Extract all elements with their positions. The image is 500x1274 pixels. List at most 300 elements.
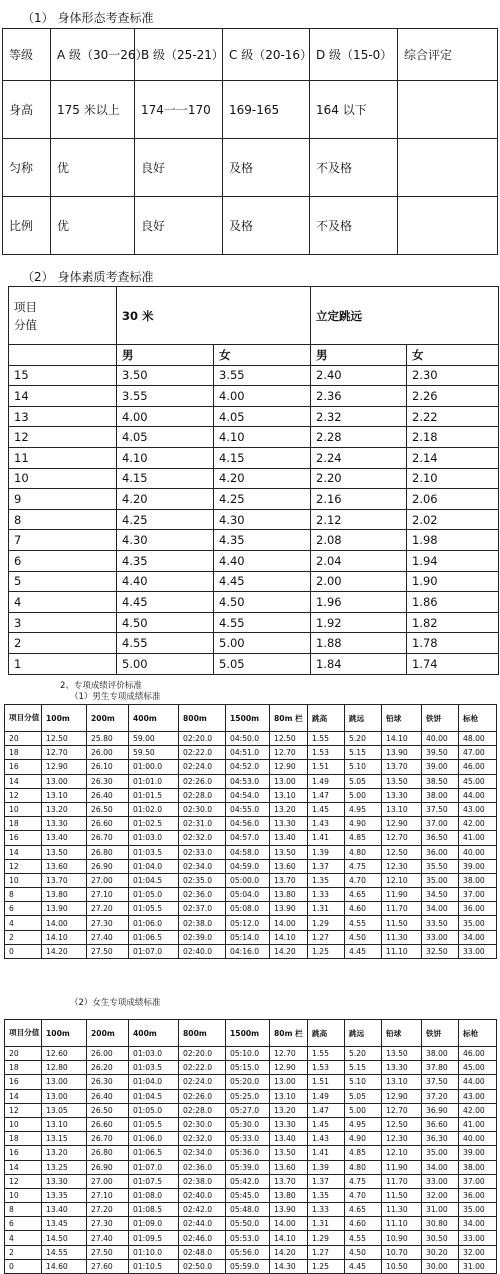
table-cell: 26.40 bbox=[87, 788, 129, 802]
table-cell: 1.35 bbox=[308, 873, 345, 887]
table-cell: 38.50 bbox=[422, 774, 459, 788]
table-cell: 8 bbox=[5, 888, 42, 902]
table-cell: 13.40 bbox=[270, 1132, 308, 1146]
table-cell: 27.50 bbox=[87, 1245, 129, 1259]
male-label: 男 bbox=[311, 345, 407, 366]
table-cell: 12.30 bbox=[382, 1132, 422, 1146]
table-cell: 4.55 bbox=[345, 1231, 382, 1245]
table-cell: 良好 bbox=[135, 139, 223, 197]
table-cell: 11.50 bbox=[382, 1188, 422, 1202]
table-cell: 12.80 bbox=[42, 1061, 87, 1075]
table-cell: 5.05 bbox=[345, 774, 382, 788]
table-cell: 04:51.0 bbox=[226, 746, 270, 760]
table-cell: 02:31.0 bbox=[179, 817, 226, 831]
event-30m-header: 30 米 bbox=[117, 287, 311, 345]
table-cell: 33.00 bbox=[422, 930, 459, 944]
header-cell: 铁饼 bbox=[422, 705, 459, 732]
table-cell: 2.26 bbox=[407, 386, 499, 407]
table-cell: 4.40 bbox=[117, 571, 214, 592]
table-cell: 4.00 bbox=[214, 386, 311, 407]
table-cell: 05:15.0 bbox=[226, 1061, 270, 1075]
table-cell bbox=[398, 197, 498, 255]
table-cell: 30.00 bbox=[422, 1259, 459, 1273]
table-cell: 35.50 bbox=[422, 859, 459, 873]
table-row bbox=[9, 550, 499, 571]
header-cell: 100m bbox=[42, 705, 87, 732]
table-cell: 43.00 bbox=[459, 802, 497, 816]
table-row bbox=[5, 1188, 497, 1202]
table-cell: 4.70 bbox=[345, 873, 382, 887]
table-body bbox=[5, 1047, 497, 1274]
header-cell: 铅球 bbox=[382, 705, 422, 732]
table-cell: 1.55 bbox=[308, 732, 345, 746]
table-row bbox=[5, 1203, 497, 1217]
table-cell: 45.00 bbox=[459, 774, 497, 788]
table-cell: 27.20 bbox=[87, 902, 129, 916]
table-cell: 12.50 bbox=[382, 845, 422, 859]
table-cell bbox=[9, 345, 117, 366]
table-cell: 02:28.0 bbox=[179, 788, 226, 802]
table-cell: 05:56.0 bbox=[226, 1245, 270, 1259]
table-cell: 12.10 bbox=[382, 1146, 422, 1160]
male-label: 男 bbox=[117, 345, 214, 366]
table-cell: 01:02.0 bbox=[129, 802, 179, 816]
table-cell: 18 bbox=[5, 1132, 42, 1146]
table-cell: 45.00 bbox=[459, 1061, 497, 1075]
table-cell: 26.80 bbox=[87, 845, 129, 859]
table-cell: 26.50 bbox=[87, 1103, 129, 1117]
table-cell: 1.37 bbox=[308, 1174, 345, 1188]
table-cell: 1.43 bbox=[308, 817, 345, 831]
table-cell: 01:04.5 bbox=[129, 873, 179, 887]
table-cell: 5.20 bbox=[345, 1047, 382, 1061]
table-cell: 02:36.0 bbox=[179, 1160, 226, 1174]
table-cell: 4.45 bbox=[345, 1259, 382, 1273]
table-cell: 164 以下 bbox=[310, 81, 398, 139]
table-cell: 13.20 bbox=[270, 802, 308, 816]
header-cell: 1500m bbox=[226, 1020, 270, 1047]
table-cell: 27.30 bbox=[87, 1217, 129, 1231]
table-cell: 13.30 bbox=[270, 817, 308, 831]
table-cell: 13.70 bbox=[42, 873, 87, 887]
section3-title: 2、专项成绩评价标准 bbox=[60, 681, 142, 691]
table-cell: 41.00 bbox=[459, 1117, 497, 1131]
table-cell: 13.50 bbox=[270, 1146, 308, 1160]
table-cell: 20 bbox=[5, 1047, 42, 1061]
table-cell: 34.00 bbox=[459, 930, 497, 944]
table-cell: 1.51 bbox=[308, 1075, 345, 1089]
table-cell: 44.00 bbox=[459, 1075, 497, 1089]
table-cell: 05:10.0 bbox=[226, 1047, 270, 1061]
table-cell: 13.30 bbox=[42, 817, 87, 831]
table-cell: 26.80 bbox=[87, 1146, 129, 1160]
table-cell: 13.90 bbox=[42, 902, 87, 916]
table-cell: 2.00 bbox=[311, 571, 407, 592]
table-cell: 31.00 bbox=[422, 1203, 459, 1217]
table-cell: 01:05.5 bbox=[129, 1117, 179, 1131]
table-cell: 4.50 bbox=[214, 592, 311, 613]
table-cell: 02:37.0 bbox=[179, 902, 226, 916]
table-cell: 14 bbox=[5, 845, 42, 859]
table-cell: 5.00 bbox=[214, 633, 311, 654]
table-cell: 36.30 bbox=[422, 1132, 459, 1146]
table-row bbox=[9, 571, 499, 592]
table-cell: 13.35 bbox=[42, 1188, 87, 1202]
table-cell: 01:09.5 bbox=[129, 1231, 179, 1245]
table-row bbox=[5, 1231, 497, 1245]
table-header-row bbox=[5, 705, 497, 732]
table-cell: 1.39 bbox=[308, 845, 345, 859]
table-row bbox=[5, 916, 497, 930]
table-cell: 12.70 bbox=[270, 746, 308, 760]
table-cell: 11 bbox=[9, 447, 117, 468]
table-cell: 30.50 bbox=[422, 1231, 459, 1245]
table-cell: 1.33 bbox=[308, 888, 345, 902]
table-cell: 37.20 bbox=[422, 1089, 459, 1103]
table-cell: 12 bbox=[9, 427, 117, 448]
table-cell: 10.50 bbox=[382, 1259, 422, 1273]
table-cell: 38.00 bbox=[422, 1047, 459, 1061]
table-cell: 1.29 bbox=[308, 1231, 345, 1245]
header-cell bbox=[9, 287, 117, 345]
table-cell: 1.41 bbox=[308, 1146, 345, 1160]
table-row bbox=[5, 831, 497, 845]
table-row bbox=[5, 888, 497, 902]
table-cell: 4.00 bbox=[117, 406, 214, 427]
table-cell: 13.10 bbox=[382, 1075, 422, 1089]
table-cell: 01:07.0 bbox=[129, 1160, 179, 1174]
table-cell: 9 bbox=[9, 489, 117, 510]
table-cell: 4.35 bbox=[117, 550, 214, 571]
table-cell: 4.60 bbox=[345, 902, 382, 916]
table-cell: 35.00 bbox=[422, 873, 459, 887]
table-cell: 16 bbox=[5, 831, 42, 845]
table-cell: 4.85 bbox=[345, 831, 382, 845]
table-cell: 01:04.0 bbox=[129, 859, 179, 873]
table-cell: 26.30 bbox=[87, 1075, 129, 1089]
table-cell: 3.55 bbox=[117, 386, 214, 407]
table-cell: 01:04.5 bbox=[129, 1089, 179, 1103]
table-cell: 20 bbox=[5, 732, 42, 746]
table-cell: 27.40 bbox=[87, 1231, 129, 1245]
header-cell: B 级（25-21） bbox=[135, 29, 223, 81]
table-cell: 14.20 bbox=[270, 1245, 308, 1259]
table-cell: 4.45 bbox=[214, 571, 311, 592]
table-cell: 27.50 bbox=[87, 944, 129, 958]
table-cell: 1.49 bbox=[308, 1089, 345, 1103]
table-cell: 2.20 bbox=[311, 468, 407, 489]
table-row bbox=[5, 774, 497, 788]
table-row bbox=[9, 406, 499, 427]
table-cell: 01:05.0 bbox=[129, 1103, 179, 1117]
table-cell: 12.90 bbox=[382, 817, 422, 831]
table-cell: 0 bbox=[5, 1259, 42, 1273]
table-row bbox=[5, 788, 497, 802]
table-cell: 13.15 bbox=[42, 1132, 87, 1146]
table-cell: 11.90 bbox=[382, 888, 422, 902]
table-cell: 01:00.0 bbox=[129, 760, 179, 774]
table-cell: 12.70 bbox=[382, 1103, 422, 1117]
table-cell: 2.04 bbox=[311, 550, 407, 571]
table-cell: 05:14.0 bbox=[226, 930, 270, 944]
table-cell: 11.30 bbox=[382, 1203, 422, 1217]
table-cell: 02:48.0 bbox=[179, 1245, 226, 1259]
table-cell: 37.00 bbox=[459, 888, 497, 902]
table-cell: 18 bbox=[5, 817, 42, 831]
table-row bbox=[5, 802, 497, 816]
table-cell: 12.50 bbox=[270, 732, 308, 746]
table-cell: 04:56.0 bbox=[226, 817, 270, 831]
table-cell: 4.45 bbox=[117, 592, 214, 613]
table-cell: 34.00 bbox=[422, 902, 459, 916]
table-cell: 27.60 bbox=[87, 1259, 129, 1273]
table-cell: 2.22 bbox=[407, 406, 499, 427]
table-cell: 25.80 bbox=[87, 732, 129, 746]
table-cell: 02:34.0 bbox=[179, 859, 226, 873]
table-cell: 11.10 bbox=[382, 944, 422, 958]
table-cell: 1.53 bbox=[308, 746, 345, 760]
female-label: 女 bbox=[407, 345, 499, 366]
table-cell: 01:01.5 bbox=[129, 788, 179, 802]
table-cell: 不及格 bbox=[310, 139, 398, 197]
table-cell: 2.40 bbox=[311, 365, 407, 386]
table-cell: 13.90 bbox=[270, 1203, 308, 1217]
table-cell: 02:44.0 bbox=[179, 1217, 226, 1231]
table-cell: 02:50.0 bbox=[179, 1259, 226, 1273]
female-special-table bbox=[4, 1019, 497, 1274]
table-cell: 32.00 bbox=[422, 1188, 459, 1202]
table-cell: 40.00 bbox=[459, 845, 497, 859]
table-cell: 4.65 bbox=[345, 888, 382, 902]
table-cell: 良好 bbox=[135, 197, 223, 255]
table-cell: 01:03.5 bbox=[129, 1061, 179, 1075]
table-cell: 13.60 bbox=[270, 859, 308, 873]
table-header-row bbox=[9, 287, 499, 345]
table-cell: 2.06 bbox=[407, 489, 499, 510]
table-cell: 比例 bbox=[3, 197, 51, 255]
table-cell: 04:52.0 bbox=[226, 760, 270, 774]
table-cell: 39.00 bbox=[459, 859, 497, 873]
header-cell: 跳高 bbox=[308, 705, 345, 732]
table-cell: 02:46.0 bbox=[179, 1231, 226, 1245]
table-cell: 05:04.0 bbox=[226, 888, 270, 902]
header-cell: 跳远 bbox=[345, 1020, 382, 1047]
header-cell: C 级（20-16） bbox=[223, 29, 310, 81]
table-cell: 4.55 bbox=[117, 633, 214, 654]
table-cell: 34.00 bbox=[459, 1217, 497, 1231]
table-cell: 4.20 bbox=[117, 489, 214, 510]
table-cell: 02:26.0 bbox=[179, 1089, 226, 1103]
header-cell: 项目分值 bbox=[5, 705, 42, 732]
table-cell: 4.75 bbox=[345, 1174, 382, 1188]
table-cell: 02:38.0 bbox=[179, 916, 226, 930]
table-cell: 02:35.0 bbox=[179, 873, 226, 887]
table-cell: 4.20 bbox=[214, 468, 311, 489]
table-cell: 02:22.0 bbox=[179, 746, 226, 760]
header-cell: 跳高 bbox=[308, 1020, 345, 1047]
table-row bbox=[5, 1217, 497, 1231]
table-cell: 37.00 bbox=[459, 1174, 497, 1188]
table-cell: 2.16 bbox=[311, 489, 407, 510]
table-cell: 14.10 bbox=[270, 1231, 308, 1245]
table-cell: 37.00 bbox=[422, 817, 459, 831]
table-cell: 27.00 bbox=[87, 1174, 129, 1188]
table-cell: 13.05 bbox=[42, 1103, 87, 1117]
table-cell: 4.10 bbox=[117, 447, 214, 468]
table-cell: 4.25 bbox=[214, 489, 311, 510]
table-cell: 11.70 bbox=[382, 902, 422, 916]
header-cell: 400m bbox=[129, 1020, 179, 1047]
body-form-table bbox=[2, 28, 498, 255]
table-cell: 12.70 bbox=[382, 831, 422, 845]
table-cell: 02:39.0 bbox=[179, 930, 226, 944]
table-cell: 13.00 bbox=[42, 1089, 87, 1103]
table-cell: 01:06.0 bbox=[129, 916, 179, 930]
table-cell: 2.10 bbox=[407, 468, 499, 489]
table-cell: 13.90 bbox=[382, 746, 422, 760]
header-cell: A 级（30一26） bbox=[51, 29, 135, 81]
table-cell: 2 bbox=[5, 1245, 42, 1259]
header-cell: 标枪 bbox=[459, 1020, 497, 1047]
table-cell: 02:36.0 bbox=[179, 888, 226, 902]
table-cell: 4 bbox=[5, 1231, 42, 1245]
table-row bbox=[5, 1174, 497, 1188]
table-row bbox=[5, 1047, 497, 1061]
table-row bbox=[5, 1061, 497, 1075]
table-cell: 36.00 bbox=[422, 845, 459, 859]
table-cell: 10 bbox=[5, 1117, 42, 1131]
section4-subtitle: （2）女生专项成绩标准 bbox=[70, 998, 161, 1008]
table-cell: 26.20 bbox=[87, 1061, 129, 1075]
table-cell: 1.43 bbox=[308, 1132, 345, 1146]
table-cell: 1.98 bbox=[407, 530, 499, 551]
header-cell: 标枪 bbox=[459, 705, 497, 732]
table-cell: 4.60 bbox=[345, 1217, 382, 1231]
table-cell: 44.00 bbox=[459, 788, 497, 802]
table-row bbox=[5, 845, 497, 859]
table-cell: 13.00 bbox=[42, 1075, 87, 1089]
table-cell: 6 bbox=[5, 1217, 42, 1231]
table-row bbox=[5, 746, 497, 760]
table-cell: 4.80 bbox=[345, 1160, 382, 1174]
table-cell: 04:54.0 bbox=[226, 788, 270, 802]
table-cell: 优 bbox=[51, 139, 135, 197]
table-cell: 01:05.0 bbox=[129, 888, 179, 902]
table-cell: 14.55 bbox=[42, 1245, 87, 1259]
table-cell: 13.30 bbox=[382, 788, 422, 802]
table-cell: 02:38.0 bbox=[179, 1174, 226, 1188]
table-cell: 1.74 bbox=[407, 653, 499, 674]
table-cell: 2.12 bbox=[311, 509, 407, 530]
table-cell: 01:08.0 bbox=[129, 1188, 179, 1202]
table-cell: 38.00 bbox=[422, 788, 459, 802]
table-cell: 0 bbox=[5, 944, 42, 958]
table-cell: 02:30.0 bbox=[179, 1117, 226, 1131]
table-cell: 13.70 bbox=[270, 873, 308, 887]
table-cell: 15 bbox=[9, 365, 117, 386]
table-row bbox=[9, 592, 499, 613]
table-cell: 4.25 bbox=[117, 509, 214, 530]
table-cell: 4.70 bbox=[345, 1188, 382, 1202]
table-cell: 13.20 bbox=[42, 802, 87, 816]
table-cell: 02:30.0 bbox=[179, 802, 226, 816]
table-cell: 1.55 bbox=[308, 1047, 345, 1061]
table-cell: 1.25 bbox=[308, 944, 345, 958]
section1-title: （1） 身体形态考查标准 bbox=[22, 11, 154, 25]
table-cell: 175 米以上 bbox=[51, 81, 135, 139]
table-cell: 5.05 bbox=[345, 1089, 382, 1103]
table-cell: 35.00 bbox=[422, 1146, 459, 1160]
table-cell: 05:36.0 bbox=[226, 1146, 270, 1160]
table-cell: 36.50 bbox=[422, 831, 459, 845]
table-cell: 02:34.0 bbox=[179, 1146, 226, 1160]
table-cell: 4.35 bbox=[214, 530, 311, 551]
header-cell: 400m bbox=[129, 705, 179, 732]
table-cell: 1.35 bbox=[308, 1188, 345, 1202]
table-row bbox=[9, 427, 499, 448]
score-label: 分值 bbox=[14, 317, 37, 332]
table-cell: 1.78 bbox=[407, 633, 499, 654]
table-cell: 4.50 bbox=[345, 1245, 382, 1259]
table-cell: 1.25 bbox=[308, 1259, 345, 1273]
table-row bbox=[5, 1132, 497, 1146]
table-cell: 4 bbox=[5, 916, 42, 930]
table-cell: 4.50 bbox=[117, 612, 214, 633]
table-cell: 13.60 bbox=[270, 1160, 308, 1174]
table-cell: 27.10 bbox=[87, 888, 129, 902]
table-cell: 2.02 bbox=[407, 509, 499, 530]
table-cell: 36.90 bbox=[422, 1103, 459, 1117]
table-cell: 1.45 bbox=[308, 1117, 345, 1131]
table-cell: 05:30.0 bbox=[226, 1117, 270, 1131]
table-cell: 3.55 bbox=[214, 365, 311, 386]
table-cell: 1.94 bbox=[407, 550, 499, 571]
table-cell: 身高 bbox=[3, 81, 51, 139]
table-cell: 10 bbox=[5, 873, 42, 887]
table-cell: 1.29 bbox=[308, 916, 345, 930]
table-row bbox=[5, 1075, 497, 1089]
table-cell: 14.10 bbox=[42, 930, 87, 944]
table-cell: 及格 bbox=[223, 139, 310, 197]
table-row bbox=[3, 139, 498, 197]
table-cell: 43.00 bbox=[459, 1089, 497, 1103]
table-cell: 14.00 bbox=[270, 916, 308, 930]
physical-quality-table bbox=[8, 286, 499, 675]
header-cell: 100m bbox=[42, 1020, 87, 1047]
table-cell: 1.33 bbox=[308, 1203, 345, 1217]
table-cell: 2.08 bbox=[311, 530, 407, 551]
table-row bbox=[5, 930, 497, 944]
table-cell: 4.55 bbox=[345, 916, 382, 930]
table-cell: 1.92 bbox=[311, 612, 407, 633]
table-cell: 14.00 bbox=[270, 1217, 308, 1231]
table-cell: 39.50 bbox=[422, 746, 459, 760]
table-row bbox=[9, 489, 499, 510]
table-cell: 01:07.5 bbox=[129, 1174, 179, 1188]
item-label: 项目 bbox=[14, 299, 37, 314]
table-cell: 26.60 bbox=[87, 817, 129, 831]
table-cell: 04:16.0 bbox=[226, 944, 270, 958]
table-cell: 13.45 bbox=[42, 1217, 87, 1231]
section3-subtitle: （1）男生专项成绩标准 bbox=[70, 692, 161, 702]
header-cell: D 级（15-0） bbox=[310, 29, 398, 81]
table-cell: 2.14 bbox=[407, 447, 499, 468]
table-cell: 13.80 bbox=[42, 888, 87, 902]
header-cell: 800m bbox=[179, 705, 226, 732]
table-cell: 04:55.0 bbox=[226, 802, 270, 816]
table-cell: 4.95 bbox=[345, 1117, 382, 1131]
table-cell: 01:03.0 bbox=[129, 831, 179, 845]
